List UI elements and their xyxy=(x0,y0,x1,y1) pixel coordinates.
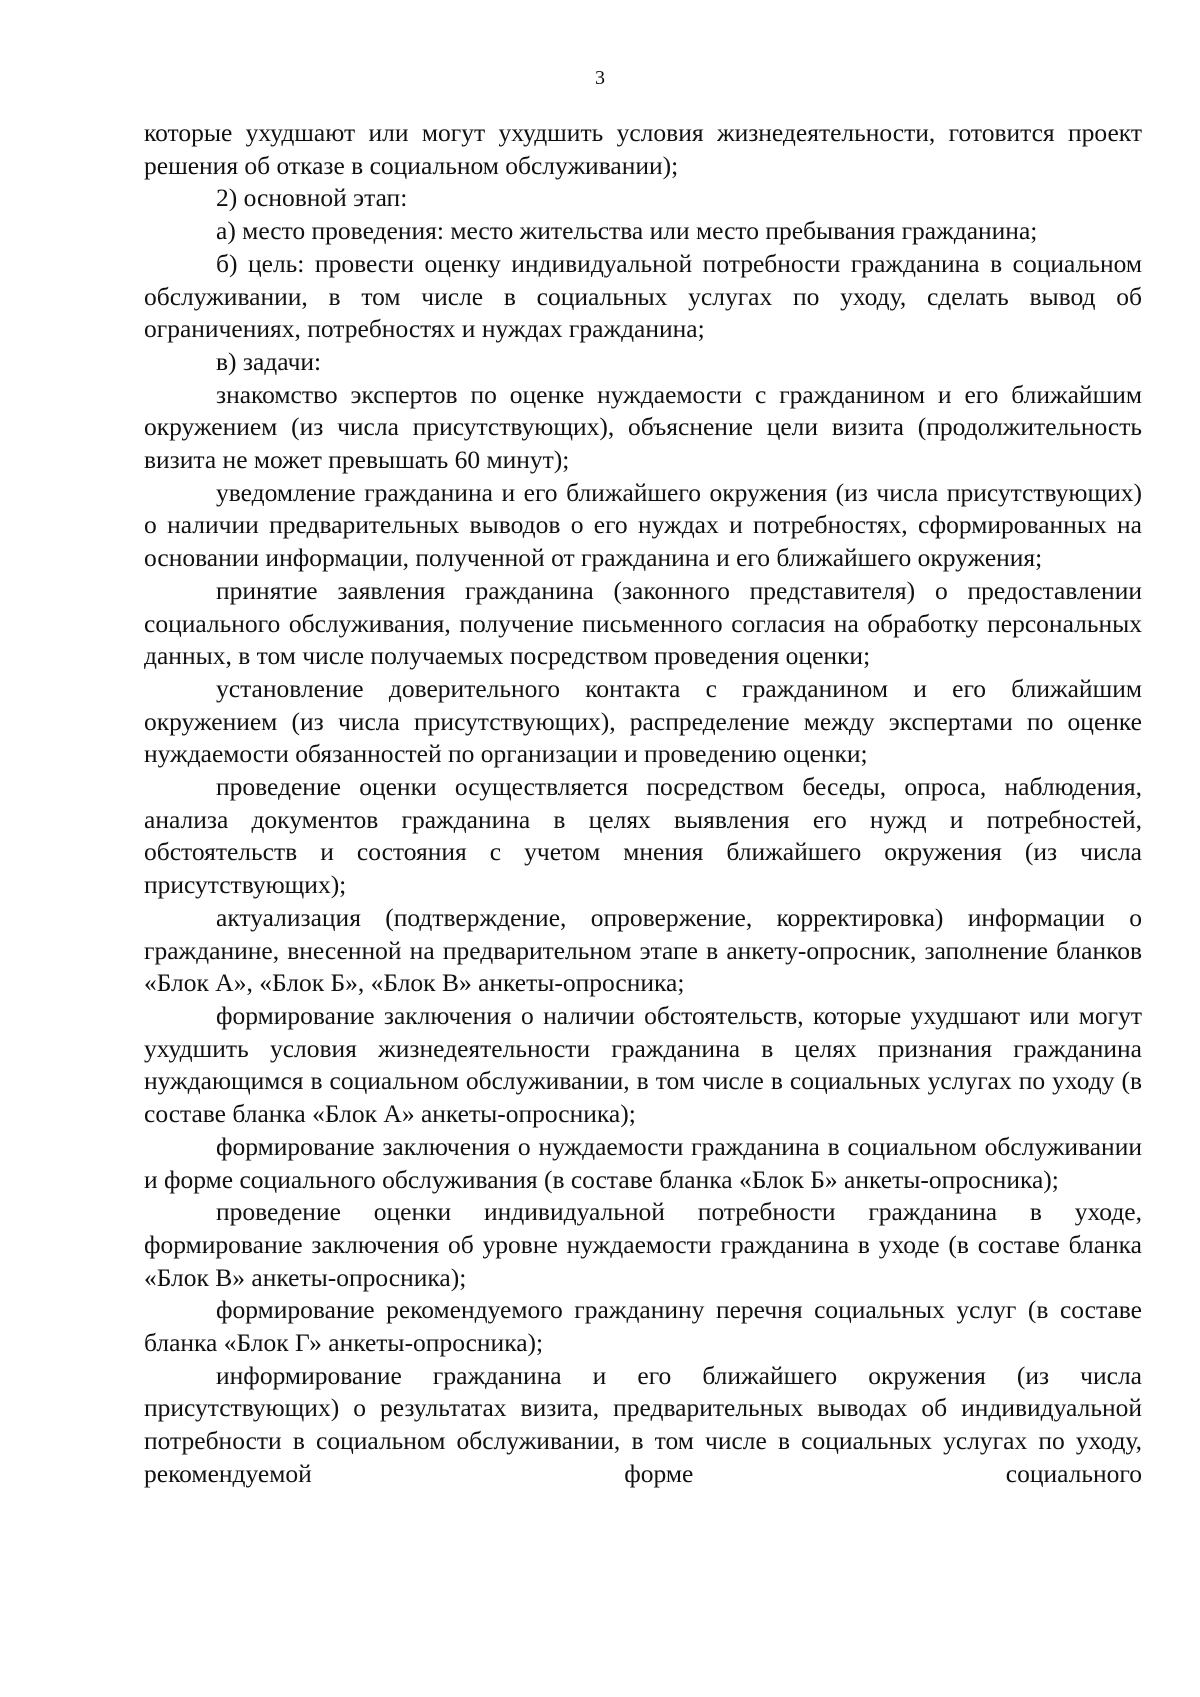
paragraph-task-assessment: проведение оценки осуществляется посредством беседы, опроса, наблюдения, анализа документов гражданина в целях выявления его нужд и потребностей, обстоятельств и состояния с учетом мнения ближайшего окружения (из числа присутствующих); xyxy=(144,772,1142,900)
paragraph-task-update: актуализация (подтверждение, опровержение, корректировка) информации о гражданине, внесенной на предварительном этапе в анкету-опросник, заполнение бланков «Блок А», «Блок Б», «Блок В» анкеты-опросника; xyxy=(144,902,1142,998)
paragraph-task-informing: информирование гражданина и его ближайшего окружения (из числа присутствующих) о результатах визита, предварительных выводах об индивидуальной потребности в социальном обслуживании, в том числе в социальных услугах по уходу, рекомендуемой форме социального xyxy=(144,1360,1142,1488)
paragraph-main-stage: 2) основной этап: xyxy=(216,183,408,213)
paragraph-task-notification: уведомление гражданина и его ближайшего окружения (из числа присутствующих) о наличии предварительных выводов о его нуждах и потребностях, сформированных на основании информации, полученной от гражданина и его ближайшего окружения; xyxy=(144,477,1142,573)
paragraph-task-conclusion-need: формирование заключения о нуждаемости гражданина в социальном обслуживании и форме социального обслуживания (в составе бланка «Блок Б» анкеты-опросника); xyxy=(144,1131,1142,1194)
paragraph-task-acquaintance: знакомство экспертов по оценке нуждаемости с гражданином и его ближайшим окружением (из числа присутствующих), объяснение цели визита (продолжительность визита не может превышать 60 минут); xyxy=(144,379,1142,475)
paragraph-location: а) место проведения: место жительства или место пребывания гражданина; xyxy=(216,216,1038,246)
paragraph-tasks-heading: в) задачи: xyxy=(216,346,322,376)
paragraph-task-application: принятие заявления гражданина (законного представителя) о предоставлении социального обслуживания, получение письменного согласия на обработку персональных данных, в том числе получаемых посредством проведения оценки; xyxy=(144,575,1142,671)
paragraph-task-conclusion-circumstances: формирование заключения о наличии обстоятельств, которые ухудшают или могут ухудшить условия жизнедеятельности гражданина в целях признания гражданина нуждающимся в социальном обслуживании, в том числе в социальных услугах по уходу (в составе бланка «Блок А» анкеты-опросника); xyxy=(144,1000,1142,1129)
document-body xyxy=(144,117,1142,1491)
paragraph-task-care-assessment: проведение оценки индивидуальной потребности гражданина в уходе, формирование заключения об уровне нуждаемости гражданина в уходе (в составе бланка «Блок В» анкеты-опросника); xyxy=(144,1197,1142,1292)
paragraph-goal: б) цель: провести оценку индивидуальной потребности гражданина в социальном обслуживании, в том числе в социальных услугах по уходу, сделать вывод об ограничениях, потребностях и нуждах гражданина; xyxy=(144,248,1142,344)
paragraph-task-contact: установление доверительного контакта с гражданином и его ближайшим окружением (из числа присутствующих), распределение между экспертами по оценке нуждаемости обязанностей по организации и проведению оценки; xyxy=(144,673,1142,769)
page-number: 3 xyxy=(595,67,605,89)
paragraph-task-service-list: формирование рекомендуемого гражданину перечня социальных услуг (в составе бланка «Блок Г» анкеты-опросника); xyxy=(144,1295,1142,1358)
paragraph-continuation: которые ухудшают или могут ухудшить условия жизнедеятельности, готовится проект решения об отказе в социальном обслуживании); xyxy=(144,118,1142,180)
